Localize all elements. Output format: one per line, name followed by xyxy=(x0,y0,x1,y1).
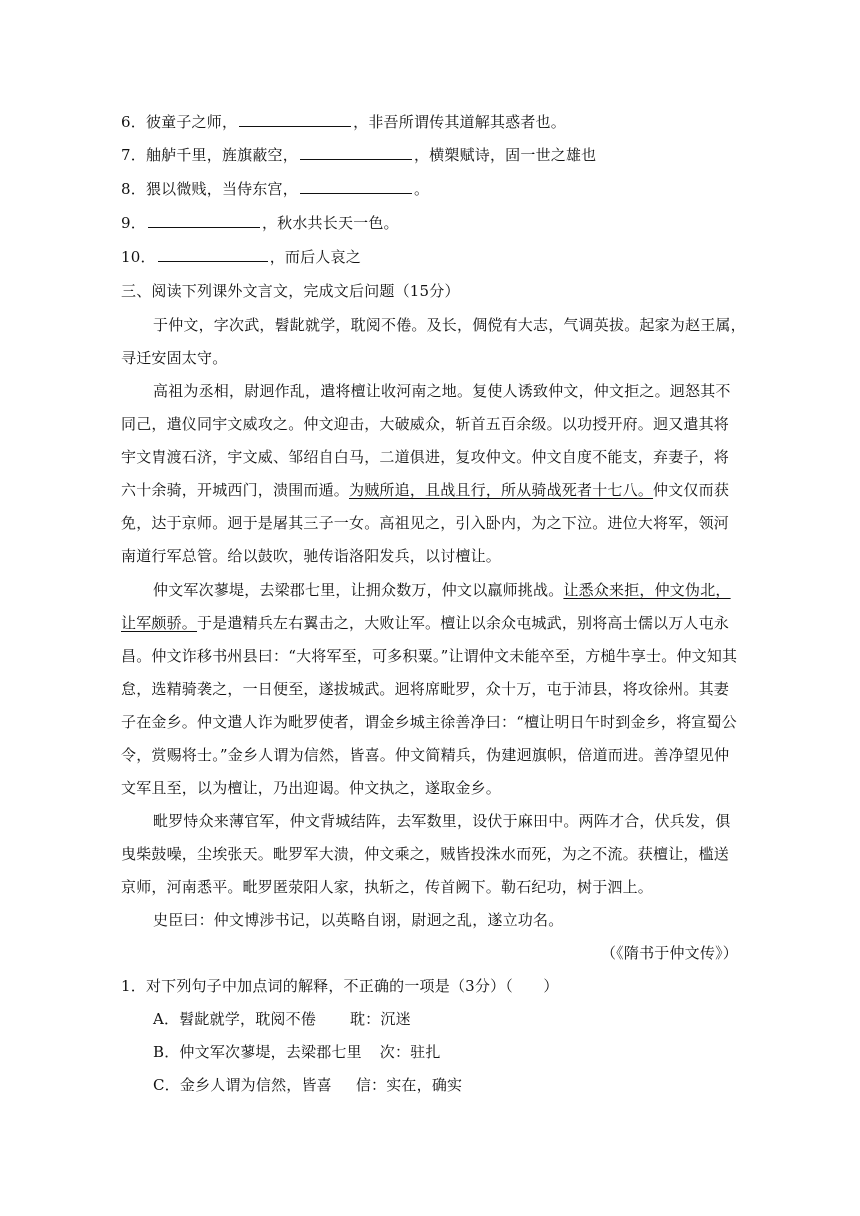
option-b[interactable] xyxy=(153,1042,441,1062)
answer-blank[interactable] xyxy=(300,179,412,194)
option-c[interactable] xyxy=(153,1075,462,1095)
passage-line: 史臣曰：仲文博涉书记，以英略自诩，尉迥之乱，遂立功名。 xyxy=(153,911,564,929)
fill-item-10 xyxy=(121,247,361,267)
item-post-text: ，横槊赋诗，固一世之雄也 xyxy=(413,146,597,164)
passage-line: 令，赏赐将士。”金乡人谓为信然，皆喜。仲文简精兵，伪建迥旗帜，倍道而进。善净望见仲 xyxy=(121,746,730,764)
item-number: 10． xyxy=(121,248,156,266)
item-number: 7． xyxy=(121,146,146,164)
fill-item-6 xyxy=(121,112,566,132)
item-pre-text: 彼童子之师， xyxy=(145,113,238,131)
option-sentence: B．仲文军次蓼堤，去梁郡七里 xyxy=(153,1043,362,1061)
passage-text: 于是遣精兵左右翼击之，大败让军。檀让以余众屯城武，别将高士儒以万人屯永 xyxy=(197,614,730,632)
item-pre-text: 猥以微贱，当侍东宫， xyxy=(145,180,298,198)
passage-line: 子在金乡。仲文遣人诈为毗罗使者，谓金乡城主徐善净曰：“檀让明日午时到金乡，将宣蜀公 xyxy=(121,713,737,731)
passage-line: 南道行军总管。给以鼓吹，驰传诣洛阳发兵，以讨檀让。 xyxy=(121,547,502,565)
passage-line: 怠，选精骑袭之，一日便至，遂拔城武。迥将席毗罗，众十万，屯于沛县，将攻徐州。其妻 xyxy=(121,680,730,698)
option-sentence: C．金乡人谓为信然，皆喜 xyxy=(153,1076,332,1094)
option-gloss: 耽：沉迷 xyxy=(349,1010,411,1028)
passage-line: 高祖为丞相，尉迥作乱，遣将檀让收河南之地。复使人诱致仲文，仲文拒之。迥怒其不 xyxy=(153,382,731,400)
passage-line: 文军且至，以为檀让，乃出迎谒。仲文执之，遂取金乡。 xyxy=(121,779,502,797)
item-number: 6． xyxy=(121,113,146,131)
underlined-sentence: 为贼所追，且战且行，所从骑战死者十七八。 xyxy=(349,481,654,499)
passage-line xyxy=(121,613,729,633)
item-number: 9． xyxy=(121,214,146,232)
passage-line: 毗罗恃众来薄官军，仲文背城结阵，去军数里，设伏于麻田中。两阵才合，伏兵发，俱 xyxy=(153,812,731,830)
passage-text: 六十余骑，开城西门，溃围而遁。 xyxy=(121,481,350,499)
passage-line: 京师，河南悉平。毗罗匿荥阳人家，执斩之，传首阙下。勒石纪功，树于泗上。 xyxy=(121,878,654,896)
option-a[interactable] xyxy=(153,1009,411,1029)
passage-text: 仲文军次蓼堤，去梁郡七里，让拥众数万，仲文以羸师挑战。 xyxy=(153,581,564,599)
section-heading: 三、阅读下列课外文言文，完成文后问题（15分） xyxy=(121,282,460,300)
passage-line: 免，达于京师。迥于是屠其三子一女。高祖见之，引入卧内，为之下泣。进位大将军，领河 xyxy=(121,514,730,532)
item-post-text: ，秋水共长天一色。 xyxy=(261,214,399,232)
passage-line xyxy=(153,580,731,600)
passage-line: 于仲文，字次武，髫龀就学，耽阅不倦。及长，倜傥有大志，气调英拔。起家为赵王属， xyxy=(153,316,746,334)
answer-blank[interactable] xyxy=(300,145,412,160)
item-pre-text: 舳舻千里，旌旗蔽空， xyxy=(145,146,298,164)
passage-text: 仲文仅而获 xyxy=(653,481,730,499)
option-gloss: 次：驻扎 xyxy=(379,1043,441,1061)
passage-line xyxy=(121,480,729,500)
passage-line: 曳柴鼓噪，尘埃张天。毗罗军大溃，仲文乘之，贼皆投洙水而死，为之不流。获檀让，槛送 xyxy=(121,845,730,863)
underlined-sentence: 让悉众来拒，仲文伪北， xyxy=(563,581,731,599)
passage-line: 寻迁安固太守。 xyxy=(121,349,228,367)
item-post-text: 。 xyxy=(413,180,430,198)
option-sentence: A．髫龀就学，耽阅不倦 xyxy=(153,1010,317,1028)
passage-line: 昌。仲文诈移书州县曰：“大将军至，可多积粟。”让谓仲文未能卒至，方槌牛享士。仲文知其 xyxy=(121,647,738,665)
passage-source: （《隋书于仲文传》） xyxy=(600,944,738,962)
answer-blank[interactable] xyxy=(239,112,351,127)
fill-item-9 xyxy=(121,213,399,233)
answer-blank[interactable] xyxy=(148,213,260,228)
underlined-sentence: 让军颇骄。 xyxy=(121,614,198,632)
passage-line: 同己，遣仪同宇文威攻之。仲文迎击，大破威众，斩首五百余级。以功授开府。迥又遣其将 xyxy=(121,415,730,433)
item-post-text: ，非吾所谓传其道解其惑者也。 xyxy=(353,113,566,131)
passage-line: 宇文胄渡石济，宇文威、邹绍自白马，二道俱进，复攻仲文。仲文自度不能支，弃妻子，将 xyxy=(121,448,730,466)
fill-item-8 xyxy=(121,179,429,199)
fill-item-7 xyxy=(121,145,596,165)
answer-blank[interactable] xyxy=(158,247,268,262)
item-post-text: ，而后人哀之 xyxy=(269,248,361,266)
item-number: 8． xyxy=(121,180,146,198)
question-stem: 1．对下列句子中加点词的解释，不正确的一项是（3分）（ ） xyxy=(121,977,559,995)
option-gloss: 信：实在，确实 xyxy=(355,1076,463,1094)
